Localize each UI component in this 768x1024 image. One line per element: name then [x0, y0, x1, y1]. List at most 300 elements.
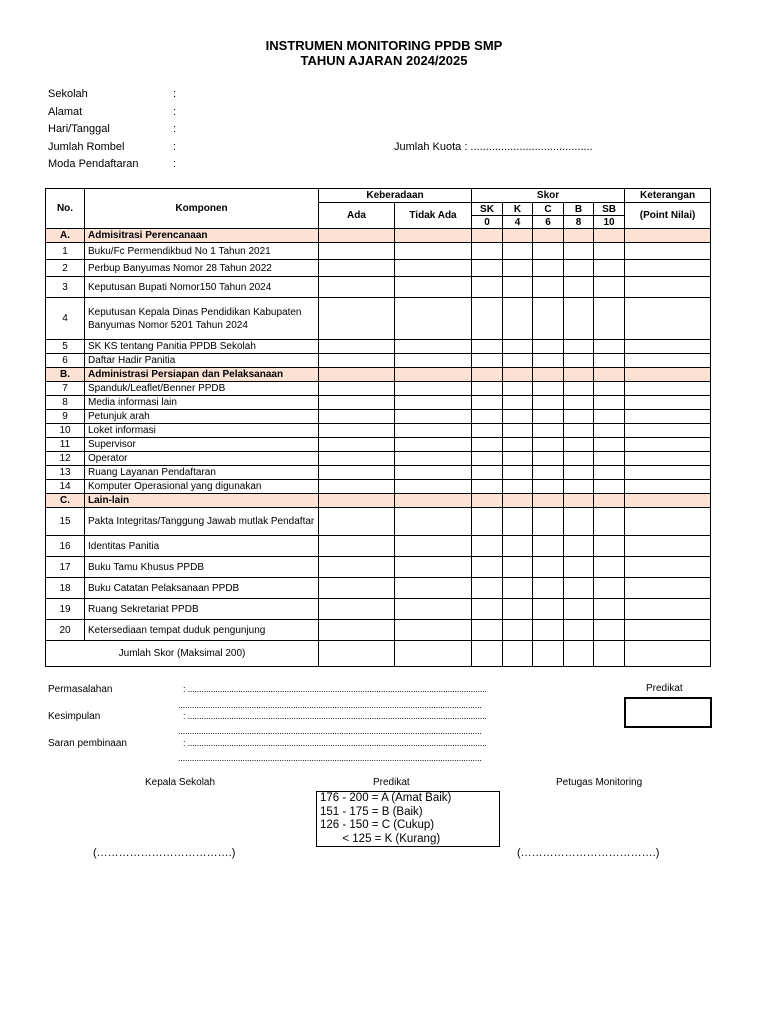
table-cell[interactable] [472, 508, 503, 536]
table-cell[interactable] [319, 452, 395, 466]
table-cell[interactable] [533, 578, 564, 599]
predikat-scale-item: < 125 = K (Kurang) [320, 832, 441, 845]
header-point-nilai: (Point Nilai) [625, 203, 711, 229]
saran-line-2: .................................................................................................................................... [178, 753, 482, 763]
table-row [46, 298, 711, 340]
table-cell[interactable] [503, 382, 533, 396]
table-cell[interactable] [472, 536, 503, 557]
table-cell[interactable] [472, 578, 503, 599]
table-cell[interactable] [533, 368, 564, 382]
table-cell[interactable] [594, 243, 625, 260]
table-cell[interactable] [319, 494, 395, 508]
table-cell[interactable] [533, 396, 564, 410]
table-cell[interactable] [503, 243, 533, 260]
table-cell[interactable] [472, 229, 503, 243]
table-cell[interactable] [503, 229, 533, 243]
table-cell[interactable] [625, 508, 711, 536]
table-cell[interactable] [472, 641, 503, 667]
header-skor: Skor [472, 189, 625, 203]
table-cell[interactable] [503, 480, 533, 494]
table-row [46, 340, 711, 354]
header-skor-code: SB [594, 203, 625, 216]
table-row [46, 452, 711, 466]
table-cell[interactable] [564, 260, 594, 277]
table-row [46, 508, 711, 536]
table-cell[interactable] [625, 438, 711, 452]
table-cell[interactable] [594, 494, 625, 508]
table-cell[interactable] [319, 578, 395, 599]
table-cell[interactable] [625, 260, 711, 277]
component-text: Petunjuk arah [85, 410, 319, 424]
table-row [46, 536, 711, 557]
header-skor-value: 4 [503, 216, 533, 229]
section-row [46, 229, 711, 243]
table-cell[interactable] [533, 452, 564, 466]
kepala-sekolah-label: Kepala Sekolah [145, 777, 216, 788]
petugas-signature-line: (……………………………….) [517, 847, 660, 859]
table-cell[interactable] [472, 354, 503, 368]
table-cell[interactable] [564, 438, 594, 452]
table-cell[interactable] [594, 466, 625, 480]
section-row [46, 494, 711, 508]
table-cell[interactable] [533, 354, 564, 368]
permasalahan-label: Permasalahan [48, 684, 113, 695]
header-skor-value: 0 [472, 216, 503, 229]
table-cell[interactable] [564, 508, 594, 536]
table-cell[interactable] [319, 466, 395, 480]
table-cell[interactable] [472, 260, 503, 277]
table-cell[interactable] [319, 260, 395, 277]
table-cell[interactable] [395, 243, 472, 260]
table-cell[interactable] [395, 480, 472, 494]
header-skor-value: 8 [564, 216, 594, 229]
header-keberadaan: Keberadaan [319, 189, 472, 203]
table-cell[interactable] [319, 243, 395, 260]
table-cell[interactable] [533, 466, 564, 480]
table-cell[interactable] [472, 298, 503, 340]
table-cell[interactable] [594, 229, 625, 243]
table-cell[interactable] [594, 578, 625, 599]
table-cell[interactable] [533, 243, 564, 260]
table-cell[interactable] [533, 260, 564, 277]
table-cell[interactable] [503, 277, 533, 298]
component-text: Perbup Banyumas Nomor 28 Tahun 2022 [85, 260, 319, 277]
table-cell[interactable] [564, 620, 594, 641]
table-cell[interactable] [564, 466, 594, 480]
table-cell[interactable] [319, 557, 395, 578]
table-cell[interactable] [533, 438, 564, 452]
table-cell[interactable] [533, 494, 564, 508]
table-cell[interactable] [319, 229, 395, 243]
table-cell[interactable] [564, 298, 594, 340]
table-cell[interactable] [395, 260, 472, 277]
table-cell[interactable] [625, 340, 711, 354]
table-cell[interactable] [319, 396, 395, 410]
table-cell[interactable] [503, 620, 533, 641]
section-row [46, 368, 711, 382]
table-cell[interactable] [503, 508, 533, 536]
table-cell[interactable] [594, 277, 625, 298]
field-jumlah-kuota: Jumlah Kuota : ........................................ [394, 141, 593, 153]
table-cell[interactable] [625, 298, 711, 340]
row-number: 9 [46, 410, 85, 424]
table-cell[interactable] [564, 536, 594, 557]
table-cell[interactable] [625, 354, 711, 368]
table-cell[interactable] [319, 438, 395, 452]
table-cell[interactable] [625, 536, 711, 557]
table-cell[interactable] [472, 277, 503, 298]
table-cell[interactable] [395, 382, 472, 396]
field-label-moda-pendaftaran: Moda Pendaftaran [48, 158, 139, 170]
table-cell[interactable] [564, 277, 594, 298]
section-title: Admisitrasi Perencanaan [85, 229, 319, 243]
row-number: 13 [46, 466, 85, 480]
table-row [46, 410, 711, 424]
table-cell[interactable] [625, 620, 711, 641]
table-cell[interactable] [503, 396, 533, 410]
table-cell[interactable] [564, 452, 594, 466]
field-label-sekolah: Sekolah [48, 88, 88, 100]
component-text: Loket informasi [85, 424, 319, 438]
table-cell[interactable] [594, 396, 625, 410]
table-cell[interactable] [564, 480, 594, 494]
table-cell[interactable] [625, 382, 711, 396]
table-cell[interactable] [472, 452, 503, 466]
table-cell[interactable] [533, 599, 564, 620]
row-number: 15 [46, 508, 85, 536]
table-row [46, 354, 711, 368]
table-cell[interactable] [319, 298, 395, 340]
field-colon: : [173, 158, 177, 170]
row-number: 7 [46, 382, 85, 396]
table-cell[interactable] [564, 229, 594, 243]
table-cell[interactable] [564, 599, 594, 620]
table-cell[interactable] [533, 277, 564, 298]
component-text: Spanduk/Leaflet/Benner PPDB [85, 382, 319, 396]
table-cell[interactable] [564, 424, 594, 438]
table-row [46, 578, 711, 599]
table-cell[interactable] [319, 340, 395, 354]
table-cell[interactable] [594, 354, 625, 368]
table-cell[interactable] [395, 354, 472, 368]
table-cell[interactable] [503, 536, 533, 557]
table-cell[interactable] [625, 466, 711, 480]
table-cell[interactable] [503, 368, 533, 382]
table-cell[interactable] [395, 508, 472, 536]
table-cell[interactable] [319, 354, 395, 368]
table-row [46, 396, 711, 410]
table-cell[interactable] [503, 578, 533, 599]
table-cell[interactable] [594, 599, 625, 620]
component-text: SK KS tentang Panitia PPDB Sekolah [85, 340, 319, 354]
table-cell[interactable] [472, 424, 503, 438]
table-cell[interactable] [472, 620, 503, 641]
table-cell[interactable] [564, 368, 594, 382]
table-cell[interactable] [625, 641, 711, 667]
field-colon: : [173, 88, 177, 100]
component-text: Keputusan Kepala Dinas Pendidikan Kabupaten Banyumas Nomor 5201 Tahun 2024 [85, 298, 319, 340]
table-cell[interactable] [533, 229, 564, 243]
table-cell[interactable] [395, 536, 472, 557]
predikat-scale-item: 176 - 200 = A (Amat Baik) [320, 792, 452, 804]
table-cell[interactable] [594, 641, 625, 667]
table-cell[interactable] [594, 557, 625, 578]
row-number: 16 [46, 536, 85, 557]
table-row [46, 260, 711, 277]
table-row [46, 557, 711, 578]
kesimpulan-line: : .................................................................................................................................. [183, 711, 487, 721]
table-cell[interactable] [319, 620, 395, 641]
table-cell[interactable] [472, 438, 503, 452]
table-cell[interactable] [564, 410, 594, 424]
row-number: 19 [46, 599, 85, 620]
table-cell[interactable] [564, 641, 594, 667]
header-skor-code: B [564, 203, 594, 216]
table-row [46, 599, 711, 620]
table-row [46, 466, 711, 480]
table-cell[interactable] [503, 466, 533, 480]
table-cell[interactable] [533, 557, 564, 578]
permasalahan-line-2: .................................................................................................................................... [178, 700, 482, 710]
component-text: Buku/Fc Permendikbud No 1 Tahun 2021 [85, 243, 319, 260]
component-text: Operator [85, 452, 319, 466]
row-number: 11 [46, 438, 85, 452]
table-cell[interactable] [395, 578, 472, 599]
table-cell[interactable] [395, 620, 472, 641]
component-text: Ruang Layanan Pendaftaran [85, 466, 319, 480]
table-cell[interactable] [594, 424, 625, 438]
table-cell[interactable] [625, 243, 711, 260]
header-skor-value: 6 [533, 216, 564, 229]
table-cell[interactable] [395, 298, 472, 340]
field-colon: : [173, 141, 177, 153]
petugas-monitoring-label: Petugas Monitoring [556, 777, 643, 788]
table-cell[interactable] [472, 599, 503, 620]
table-cell[interactable] [472, 382, 503, 396]
component-text: Identitas Panitia [85, 536, 319, 557]
table-cell[interactable] [594, 508, 625, 536]
row-number: 5 [46, 340, 85, 354]
table-cell[interactable] [319, 480, 395, 494]
table-cell[interactable] [625, 557, 711, 578]
table-cell[interactable] [472, 340, 503, 354]
table-cell[interactable] [395, 438, 472, 452]
table-cell[interactable] [395, 494, 472, 508]
kepala-signature-line: (……………………………….) [93, 847, 236, 859]
table-cell[interactable] [594, 340, 625, 354]
row-number: 10 [46, 424, 85, 438]
row-number: 4 [46, 298, 85, 340]
table-cell[interactable] [395, 424, 472, 438]
table-cell[interactable] [564, 396, 594, 410]
table-row [46, 424, 711, 438]
table-cell[interactable] [319, 599, 395, 620]
table-cell[interactable] [625, 578, 711, 599]
table-cell[interactable] [319, 641, 395, 667]
table-cell[interactable] [625, 277, 711, 298]
table-cell[interactable] [625, 452, 711, 466]
component-text: Buku Tamu Khusus PPDB [85, 557, 319, 578]
kesimpulan-label: Kesimpulan [48, 711, 101, 722]
row-number: 2 [46, 260, 85, 277]
row-number: C. [46, 494, 85, 508]
predikat-result-box[interactable] [624, 697, 712, 728]
table-cell[interactable] [564, 243, 594, 260]
header-tidak-ada: Tidak Ada [395, 203, 472, 229]
table-cell[interactable] [503, 641, 533, 667]
table-cell[interactable] [472, 557, 503, 578]
table-cell[interactable] [503, 410, 533, 424]
component-text: Ruang Sekretariat PPDB [85, 599, 319, 620]
field-label-hari-tanggal: Hari/Tanggal [48, 123, 110, 135]
table-cell[interactable] [395, 368, 472, 382]
table-cell[interactable] [472, 494, 503, 508]
permasalahan-line: : .................................................................................................................................. [183, 684, 487, 694]
component-text: Ketersediaan tempat duduk pengunjung [85, 620, 319, 641]
table-cell[interactable] [395, 229, 472, 243]
field-colon: : [173, 123, 177, 135]
table-cell[interactable] [594, 620, 625, 641]
table-cell[interactable] [319, 508, 395, 536]
table-cell[interactable] [503, 599, 533, 620]
table-cell[interactable] [472, 466, 503, 480]
table-cell[interactable] [395, 599, 472, 620]
table-cell[interactable] [594, 382, 625, 396]
table-cell[interactable] [625, 494, 711, 508]
table-cell[interactable] [564, 354, 594, 368]
table-cell[interactable] [472, 480, 503, 494]
table-cell[interactable] [503, 557, 533, 578]
table-cell[interactable] [594, 298, 625, 340]
component-text: Supervisor [85, 438, 319, 452]
row-number: 6 [46, 354, 85, 368]
table-cell[interactable] [503, 424, 533, 438]
saran-label: Saran pembinaan [48, 738, 127, 749]
table-cell[interactable] [395, 641, 472, 667]
header-no: No. [46, 189, 85, 229]
table-cell[interactable] [319, 536, 395, 557]
row-number: 20 [46, 620, 85, 641]
table-cell[interactable] [319, 277, 395, 298]
table-cell[interactable] [533, 508, 564, 536]
table-cell[interactable] [472, 410, 503, 424]
table-cell[interactable] [395, 452, 472, 466]
table-cell[interactable] [503, 452, 533, 466]
table-cell[interactable] [564, 340, 594, 354]
table-cell[interactable] [533, 480, 564, 494]
table-cell[interactable] [594, 438, 625, 452]
table-cell[interactable] [625, 480, 711, 494]
row-number: 1 [46, 243, 85, 260]
component-text: Komputer Operasional yang digunakan [85, 480, 319, 494]
table-cell[interactable] [472, 396, 503, 410]
table-cell[interactable] [625, 599, 711, 620]
monitoring-table [45, 188, 711, 667]
row-number: 18 [46, 578, 85, 599]
component-text: Media informasi lain [85, 396, 319, 410]
predikat-result-label: Predikat [646, 683, 683, 694]
row-number: B. [46, 368, 85, 382]
table-cell[interactable] [395, 340, 472, 354]
table-cell[interactable] [533, 382, 564, 396]
table-cell[interactable] [533, 620, 564, 641]
table-cell[interactable] [625, 424, 711, 438]
table-cell[interactable] [319, 410, 395, 424]
table-cell[interactable] [594, 480, 625, 494]
table-cell[interactable] [503, 260, 533, 277]
table-cell[interactable] [533, 410, 564, 424]
table-cell[interactable] [594, 536, 625, 557]
table-cell[interactable] [395, 410, 472, 424]
table-cell[interactable] [564, 494, 594, 508]
component-text: Buku Catatan Pelaksanaan PPDB [85, 578, 319, 599]
row-number: 17 [46, 557, 85, 578]
header-ada: Ada [319, 203, 395, 229]
table-row [46, 277, 711, 298]
table-cell[interactable] [594, 368, 625, 382]
table-cell[interactable] [319, 424, 395, 438]
table-row [46, 243, 711, 260]
table-cell[interactable] [533, 340, 564, 354]
table-cell[interactable] [395, 396, 472, 410]
table-cell[interactable] [594, 452, 625, 466]
table-cell[interactable] [319, 368, 395, 382]
section-title: Lain-lain [85, 494, 319, 508]
row-number: A. [46, 229, 85, 243]
table-cell[interactable] [503, 340, 533, 354]
predikat-scale-box [316, 791, 500, 847]
component-text: Pakta Integritas/Tanggung Jawab mutlak Pendaftar [85, 508, 319, 536]
table-cell[interactable] [472, 243, 503, 260]
table-cell[interactable] [503, 494, 533, 508]
predikat-scale-label: Predikat [373, 777, 410, 788]
table-cell[interactable] [503, 438, 533, 452]
header-keterangan: Keterangan [625, 189, 711, 203]
saran-line: : .................................................................................................................................. [183, 738, 487, 748]
header-skor-code: C [533, 203, 564, 216]
table-cell[interactable] [395, 557, 472, 578]
table-cell[interactable] [564, 557, 594, 578]
table-cell[interactable] [472, 368, 503, 382]
table-cell[interactable] [503, 354, 533, 368]
field-label-alamat: Alamat [48, 106, 83, 118]
table-cell[interactable] [533, 641, 564, 667]
header-komponen: Komponen [85, 189, 319, 229]
table-cell[interactable] [564, 382, 594, 396]
table-cell[interactable] [395, 277, 472, 298]
table-cell[interactable] [564, 578, 594, 599]
table-cell[interactable] [625, 396, 711, 410]
table-cell[interactable] [503, 298, 533, 340]
row-number: 3 [46, 277, 85, 298]
table-cell[interactable] [625, 410, 711, 424]
table-cell[interactable] [625, 229, 711, 243]
table-cell[interactable] [533, 536, 564, 557]
table-cell[interactable] [319, 382, 395, 396]
table-cell[interactable] [625, 368, 711, 382]
table-cell[interactable] [533, 424, 564, 438]
table-row [46, 438, 711, 452]
header-skor-code: SK [472, 203, 503, 216]
kesimpulan-line-2: .................................................................................................................................... [178, 726, 482, 736]
field-label-jumlah-rombel: Jumlah Rombel [48, 141, 125, 153]
table-cell[interactable] [533, 298, 564, 340]
table-cell[interactable] [594, 260, 625, 277]
table-cell[interactable] [594, 410, 625, 424]
table-cell[interactable] [395, 466, 472, 480]
document-subtitle: TAHUN AJARAN 2024/2025 [300, 53, 468, 68]
predikat-scale-item: 126 - 150 = C (Cukup) [320, 819, 435, 831]
